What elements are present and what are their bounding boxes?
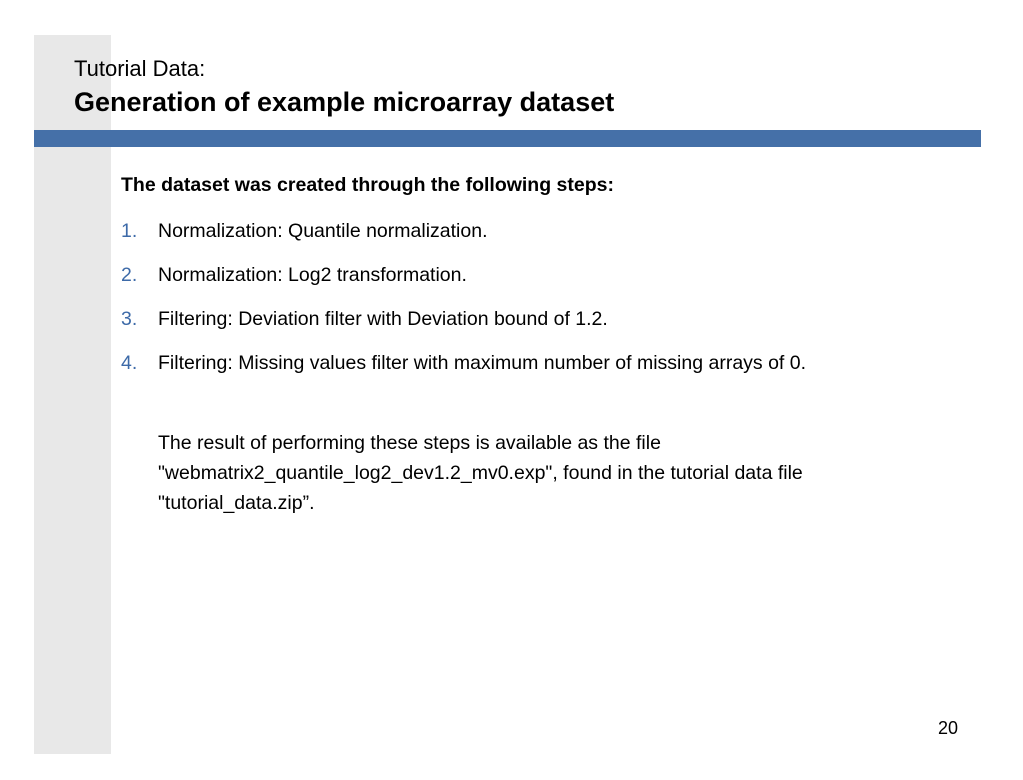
steps-list [121, 216, 921, 378]
list-item [121, 216, 921, 246]
result-paragraph: The result of performing these steps is available as the file "webmatrix2_quantile_log2_dev1.2_mv0.exp", found in the tutorial data file "tutorial_data.zip”. [158, 432, 803, 514]
step-text: Normalization: Quantile normalization. [158, 220, 488, 242]
list-item [121, 304, 921, 334]
step-number: 1. [121, 220, 138, 242]
step-number: 3. [121, 308, 138, 330]
title-kicker: Tutorial Data: [74, 56, 206, 81]
page-number: 20 [938, 718, 959, 738]
step-number: 4. [121, 352, 138, 374]
slide-content [121, 172, 921, 518]
page-title: Generation of example microarray dataset [74, 87, 615, 117]
intro-text: The dataset was created through the following steps: [121, 174, 614, 196]
step-text: Filtering: Missing values filter with maximum number of missing arrays of 0. [158, 352, 807, 374]
list-item [121, 348, 921, 378]
step-text: Normalization: Log2 transformation. [158, 264, 467, 286]
title-block [74, 56, 614, 118]
step-text: Filtering: Deviation filter with Deviation bound of 1.2. [158, 308, 608, 330]
title-divider-bar [34, 130, 981, 147]
step-number: 2. [121, 264, 138, 286]
list-item [121, 260, 921, 290]
